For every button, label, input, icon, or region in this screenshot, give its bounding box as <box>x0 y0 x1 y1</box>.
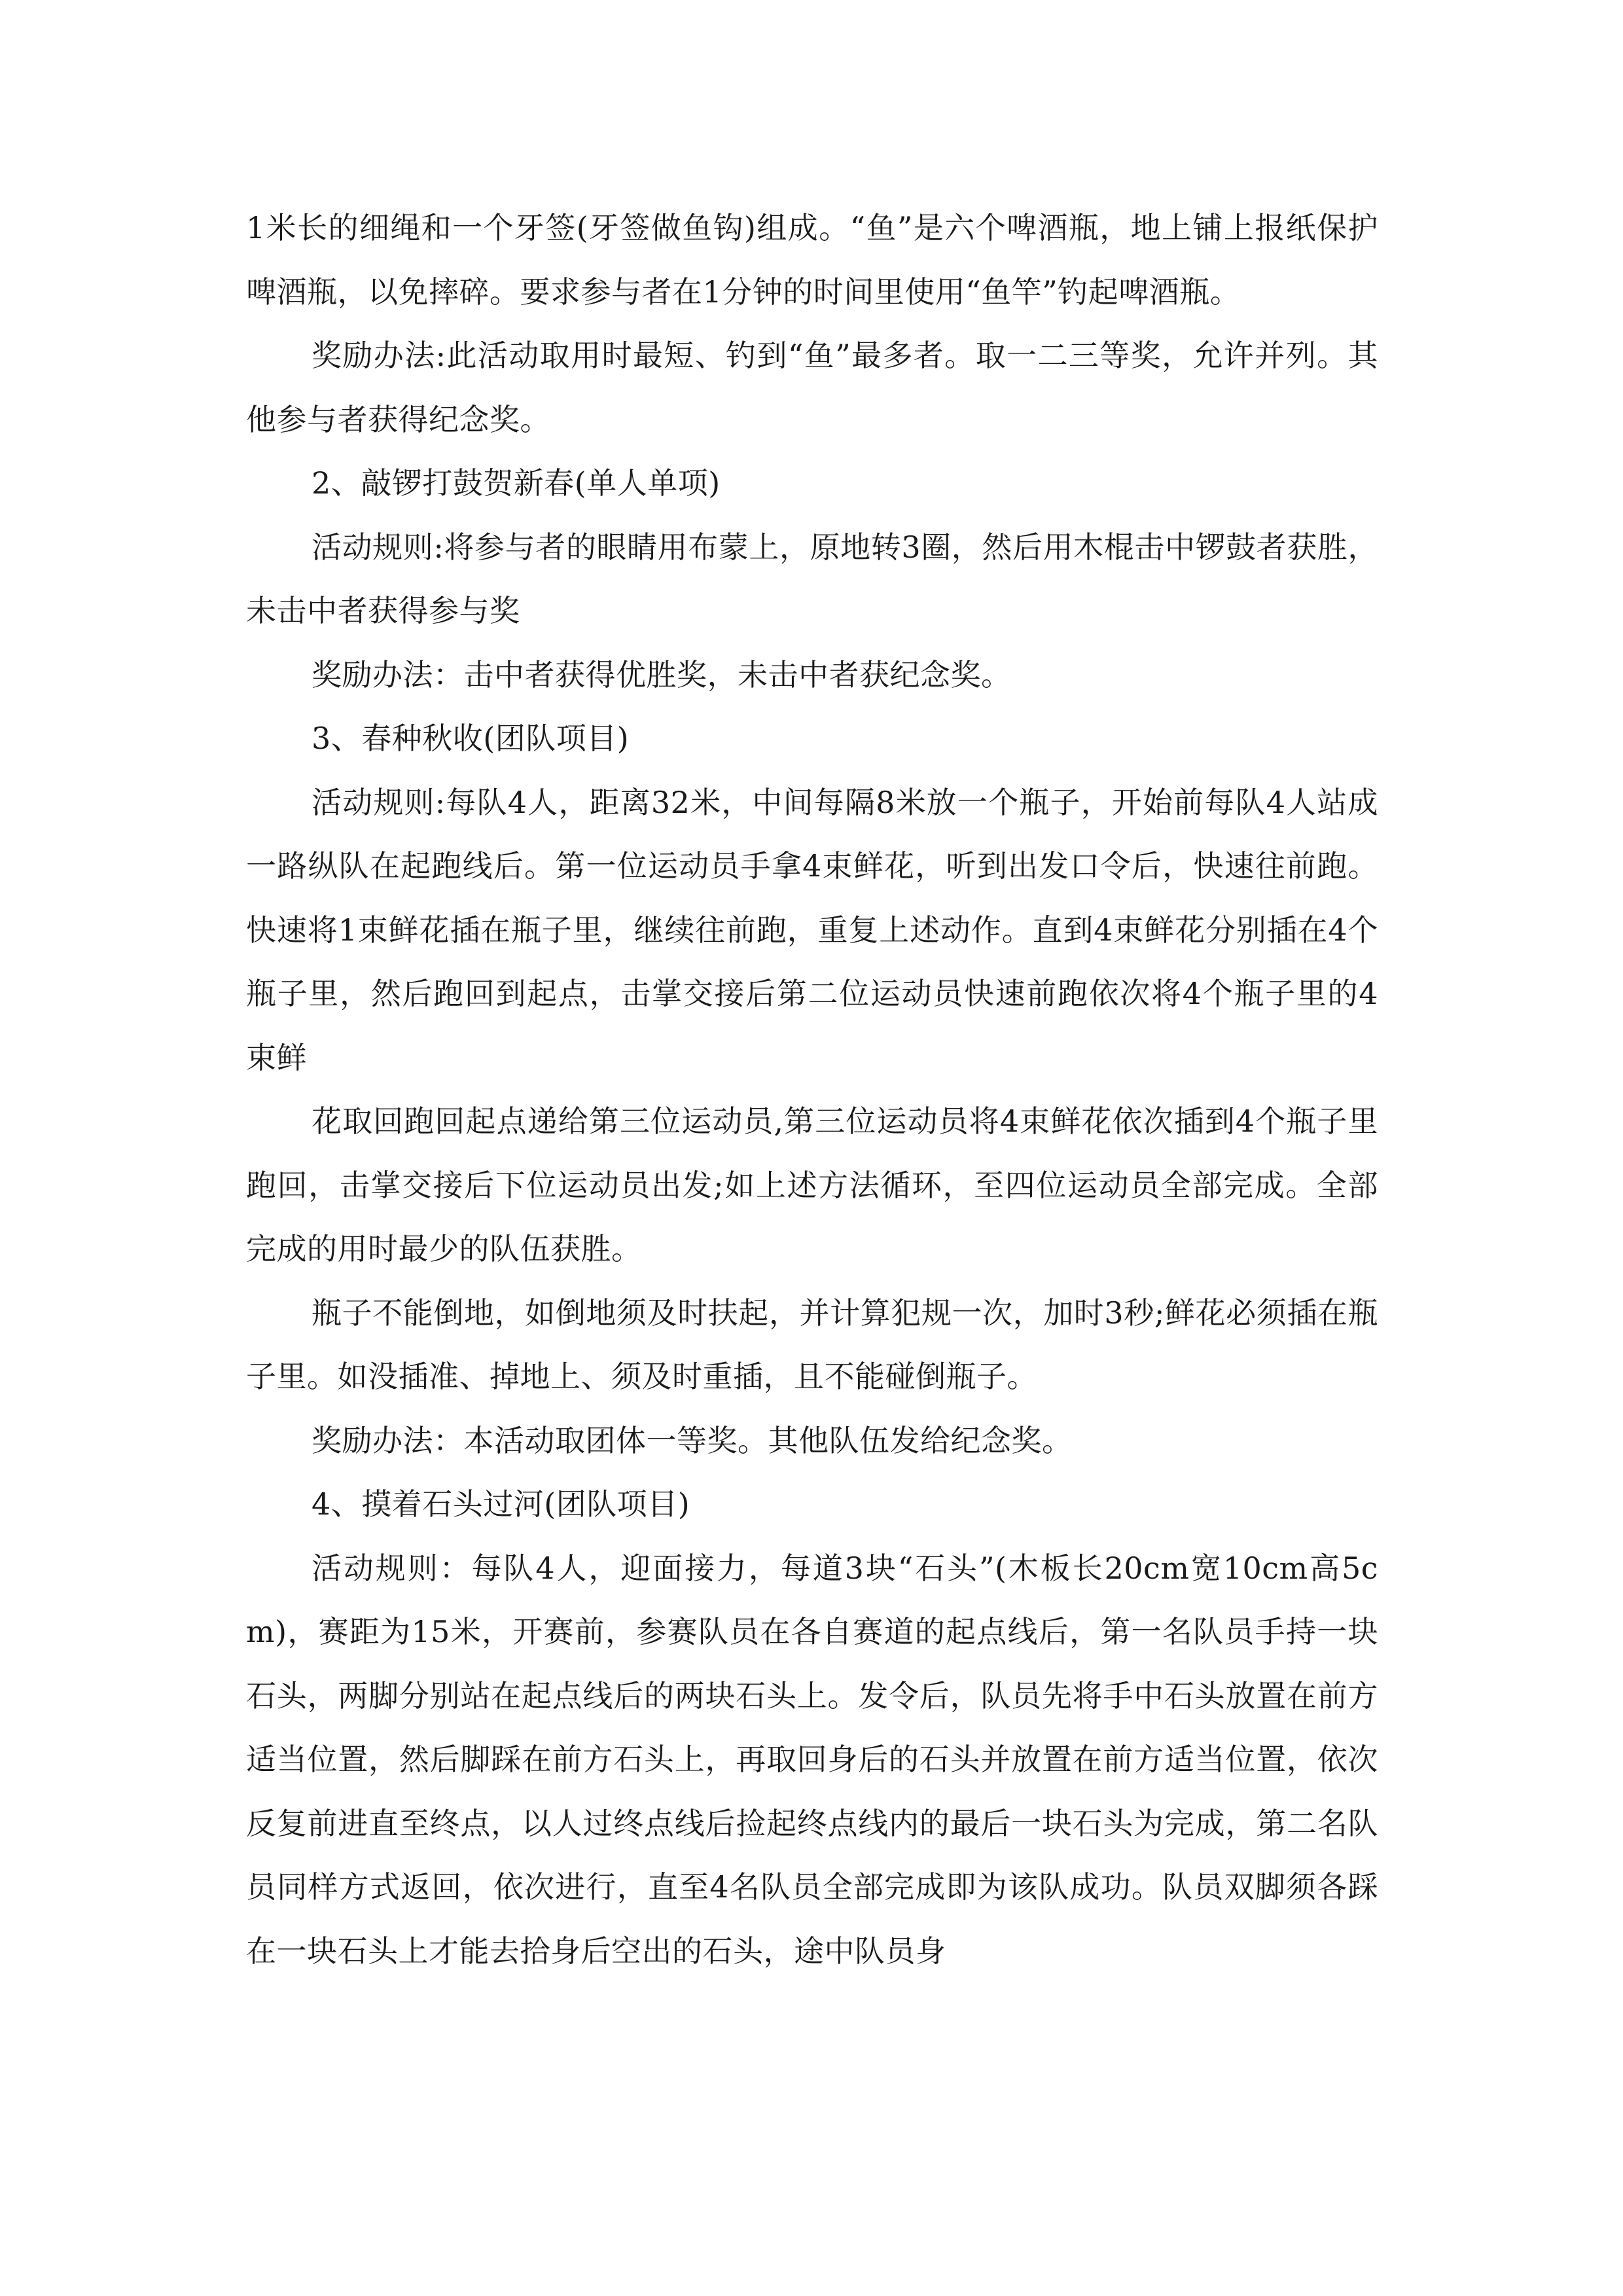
paragraph-stone-river-rules: 活动规则：每队4人，迎面接力，每道3块“石头”(木板长20cm宽10cm高5cm)，赛距为15米，开赛前，参赛队员在各自赛道的起点线后，第一名队员手持一块石头，两脚分别站在起点线后的两块石头上。发令后，队员先将手中石头放置在前方适当位置，然后脚踩在前方石头上，再取回身后的石头并放置在前方适当位置，依次反复前进直至终点，以人过终点线后捡起终点线内的最后一块石头为完成，第二名队员同样方式返回，依次进行，直至4名队员全部完成即为该队成功。队员双脚须各踩在一块石头上才能去拾身后空出的石头，途中队员身 <box>246 1550 1378 1969</box>
paragraph-planting-reward: 奖励办法：本活动取团体一等奖。其他队伍发给纪念奖。 <box>312 1422 1073 1458</box>
paragraph-drum-reward: 奖励办法：击中者获得优胜奖，未击中者获纪念奖。 <box>312 656 1012 692</box>
paragraph-drum-rules: 活动规则:将参与者的眼睛用布蒙上，原地转3圈，然后用木棍击中锣鼓者获胜，未击中者获得参与奖 <box>246 529 1378 628</box>
heading-drum-game: 2、敲锣打鼓贺新春(单人单项) <box>312 465 721 501</box>
document-page <box>246 196 1378 1983</box>
heading-stone-river-game: 4、摸着石头过河(团队项目) <box>312 1486 690 1522</box>
paragraph-planting-penalty: 瓶子不能倒地，如倒地须及时扶起，并计算犯规一次，加时3秒;鲜花必须插在瓶子里。如没插准、掉地上、须及时重插，且不能碰倒瓶子。 <box>246 1295 1378 1394</box>
paragraph-fishing-rules: 1米长的细绳和一个牙签(牙签做鱼钩)组成。“鱼”是六个啤酒瓶，地上铺上报纸保护啤酒瓶，以免摔碎。要求参与者在1分钟的时间里使用“鱼竿”钓起啤酒瓶。 <box>246 210 1378 310</box>
heading-planting-game: 3、春种秋收(团队项目) <box>312 721 630 756</box>
paragraph-planting-rules-continued: 花取回跑回起点递给第三位运动员,第三位运动员将4束鲜花依次插到4个瓶子里跑回，击掌交接后下位运动员出发;如上述方法循环，至四位运动员全部完成。全部完成的用时最少的队伍获胜。 <box>246 1103 1378 1266</box>
paragraph-fishing-reward: 奖励办法:此活动取用时最短、钓到“鱼”最多者。取一二三等奖，允许并列。其他参与者获得纪念奖。 <box>246 338 1378 437</box>
paragraph-planting-rules: 活动规则:每队4人，距离32米，中间每隔8米放一个瓶子，开始前每队4人站成一路纵队在起跑线后。第一位运动员手拿4束鲜花，听到出发口令后，快速往前跑。快速将1束鲜花插在瓶子里，继续往前跑，重复上述动作。直到4束鲜花分别插在4个瓶子里，然后跑回到起点，击掌交接后第二位运动员快速前跑依次将4个瓶子里的4束鲜 <box>246 784 1378 1075</box>
